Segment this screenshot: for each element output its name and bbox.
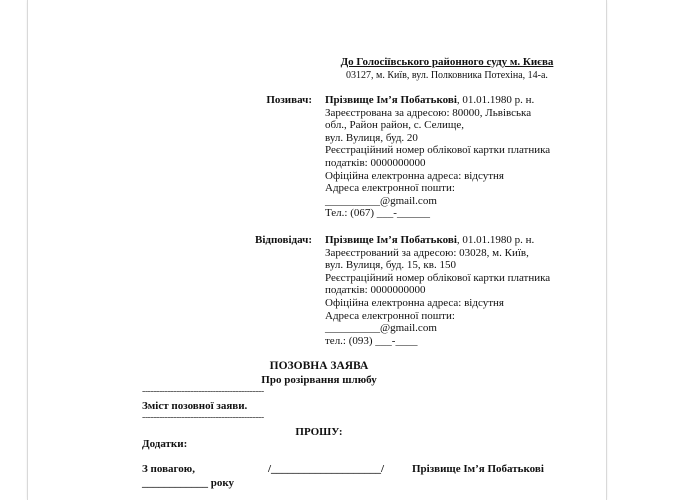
defendant-dob: , 01.01.1980 р. н. — [456, 234, 535, 246]
defendant-line: Офіційна електронна адреса: відсутня — [325, 296, 504, 309]
document-page — [32, 0, 606, 500]
document-subtitle: Про розірвання шлюбу — [261, 374, 377, 386]
plaintiff-line: Зареєстрована за адресою: 80000, Львівська — [325, 106, 532, 119]
defendant-line: Реєстраційний номер облікової картки платника — [325, 271, 551, 284]
court-address: 03127, м. Київ, вул. Полковника Потехіна, 14-а. — [346, 70, 548, 81]
defendant-line: __________@gmail.com — [325, 322, 437, 335]
plaintiff-line: Офіційна електронна адреса: відсутня — [325, 169, 504, 182]
request-heading: ПРОШУ: — [295, 426, 343, 438]
plaintiff-name-line — [325, 94, 550, 107]
court-title: До Голосіївського районного суду м. Києва — [340, 56, 554, 68]
court-addressee — [332, 56, 562, 82]
plaintiff-line: Тел.: (067) ___-______ — [325, 207, 430, 220]
plaintiff-dob: , 01.01.1980 р. н. — [456, 94, 535, 106]
separator-top: ------------------------------------------- — [142, 386, 264, 397]
plaintiff-block — [325, 94, 550, 220]
attachments-heading: Додатки: — [142, 438, 188, 450]
defendant-line: вул. Вулиця, буд. 15, кв. 150 — [325, 259, 456, 272]
plaintiff-line: Адреса електронної пошти: — [325, 182, 455, 195]
plaintiff-line: обл., Район район, с. Селище, — [325, 119, 464, 132]
plaintiff-line: вул. Вулиця, буд. 20 — [325, 131, 418, 144]
plaintiff-line: податків: 0000000000 — [325, 156, 426, 169]
separator-bottom: ------------------------------------------- — [142, 412, 264, 423]
defendant-line: Адреса електронної пошти: — [325, 309, 455, 322]
plaintiff-line: Реєстраційний номер облікової картки платника — [325, 144, 551, 157]
defendant-name: Прізвище Ім’я Побатькові — [325, 234, 457, 246]
summary-heading: Зміст позовної заяви. — [142, 400, 248, 412]
defendant-line: тел.: (093) ___-____ — [325, 334, 418, 347]
signer-name: Прізвище Ім’я Побатькові — [412, 463, 544, 475]
defendant-block — [325, 234, 550, 347]
defendant-name-line — [325, 234, 550, 247]
plaintiff-label: Позивач: — [266, 94, 312, 106]
document-title: ПОЗОВНА ЗАЯВА — [269, 360, 369, 372]
date-line: ____________ року — [142, 477, 235, 489]
defendant-line: Зареєстрований за адресою: 03028, м. Київ, — [325, 246, 529, 259]
defendant-label: Відповідач: — [254, 234, 312, 246]
plaintiff-name: Прізвище Ім’я Побатькові — [325, 94, 457, 106]
plaintiff-line: __________@gmail.com — [325, 194, 437, 207]
defendant-line: податків: 0000000000 — [325, 284, 426, 297]
signature-line: /____________________/ — [268, 463, 385, 475]
regards-text: З повагою, — [142, 463, 195, 475]
